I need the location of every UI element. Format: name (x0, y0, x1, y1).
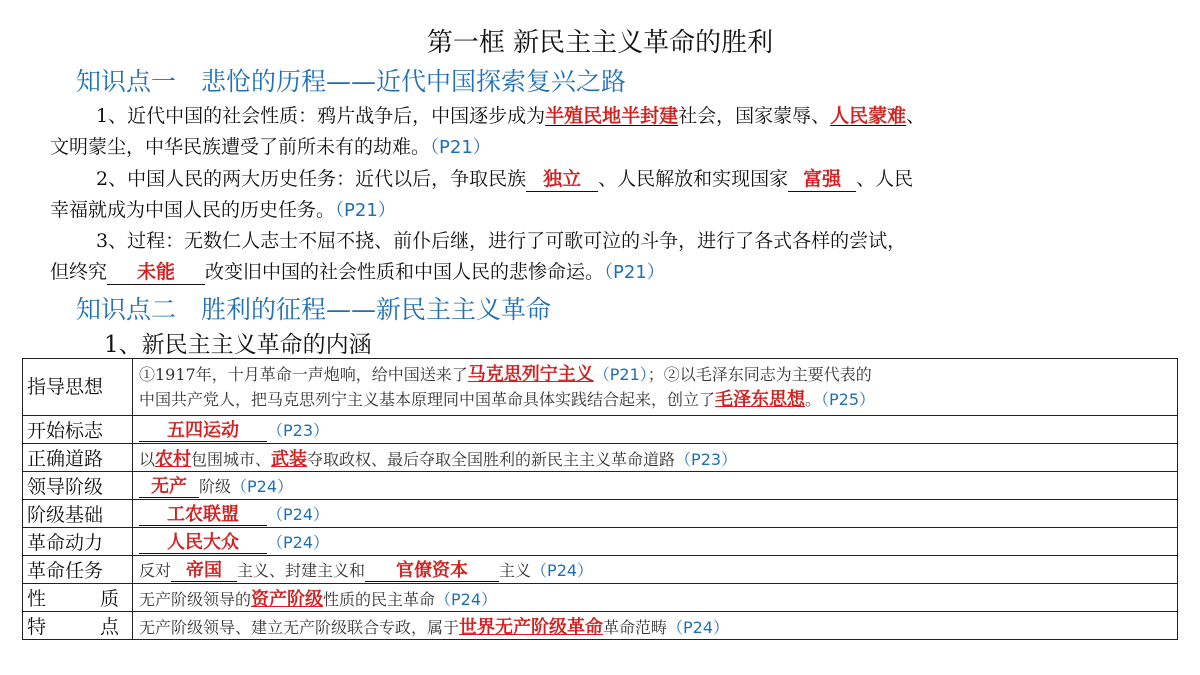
row-content (133, 556, 1178, 584)
p3-text-b: 但终究 (50, 261, 108, 283)
cell-answer: 帝国 (186, 559, 223, 581)
cell-answer: 马克思列宁主义 (467, 364, 594, 385)
table-row (23, 528, 1178, 556)
cell-text: 革命范畴 (603, 617, 668, 637)
p2-text-d: 幸福就成为中国人民的历史任务。 (50, 199, 336, 221)
cell-text: 反对 (139, 560, 172, 580)
cell-page-ref: （P24） (267, 504, 330, 524)
cell-answer: 五四运动 (167, 419, 239, 441)
row-content (133, 359, 1178, 416)
p2-text-b: 、人民解放和实现国家 (598, 168, 789, 190)
cell-page-ref: （P23） (675, 449, 738, 469)
p2-blank-2 (788, 167, 856, 192)
row-header: 指导思想 (23, 359, 133, 416)
cell-text: 阶级 (199, 476, 232, 496)
cell-text: 性质的民主革命 (323, 589, 436, 609)
p3-page-ref: （P21） (604, 262, 665, 283)
cell-text: ；②以毛泽东同志为主要代表的 (647, 365, 872, 384)
p2-answer-1: 独立 (543, 168, 582, 190)
row-header (23, 612, 133, 640)
p3-text-a: 3、过程：无数仁人志士不屈不挠、前仆后继，进行了可歌可泣的斗争，进行了各式各样的尝试， (96, 230, 907, 252)
row-header-char: 点 (99, 616, 119, 638)
p1-text-c: 、 (906, 105, 926, 127)
row-content (133, 612, 1178, 640)
cell-page-ref: （P24） (531, 560, 594, 580)
table-row (23, 444, 1178, 472)
cell-answer: 工农联盟 (167, 503, 239, 525)
p1-text-b: 社会，国家蒙辱、 (678, 105, 831, 127)
cell-page-ref: （P24） (435, 589, 498, 609)
cell-text: 无产阶级领导的 (139, 589, 252, 609)
cell-text: 包围城市、 (191, 449, 272, 469)
table-row (23, 584, 1178, 612)
p1-answer-2: 人民蒙难 (830, 105, 907, 127)
cell-answer: 无产 (151, 475, 187, 497)
cell-answer: 毛泽东思想 (715, 389, 806, 410)
cell-blank (139, 476, 199, 498)
table-row (23, 500, 1178, 528)
row-content (133, 584, 1178, 612)
cell-text: ①1917年，十月革命一声炮响，给中国送来了 (139, 365, 468, 384)
row-content (133, 528, 1178, 556)
cell-text: 主义 (499, 560, 532, 580)
table-row (23, 556, 1178, 584)
p2-text-a: 2、中国人民的两大历史任务：近代以后，争取民族 (96, 168, 527, 190)
cell-text: 无产阶级领导、建立无产阶级联合专政，属于 (139, 617, 460, 637)
cell-page-ref: （P25） (821, 390, 876, 409)
cell-text: 中国共产党人，把马克思列宁主义基本原理同中国革命具体实践结合起来，创立了 (139, 390, 716, 409)
cell-answer: 官僚资本 (396, 559, 469, 581)
cell-answer: 武装 (271, 448, 308, 470)
table-row (23, 416, 1178, 444)
cell-blank (171, 560, 237, 582)
cell-text: 主义、封建主义和 (237, 560, 366, 580)
p1-text-a: 1、近代中国的社会性质：鸦片战争后，中国逐步成为 (96, 105, 546, 127)
knowledge-point-2-heading: 知识点二 胜利的征程——新民主主义革命 (76, 295, 552, 324)
row-content (133, 444, 1178, 472)
paragraph-3 (50, 226, 1160, 288)
table-row (23, 472, 1178, 500)
p3-answer-1: 未能 (137, 261, 176, 283)
cell-page-ref: （P23） (267, 420, 330, 440)
page-title: 第一框 新民主主义革命的胜利 (426, 28, 774, 58)
cell-blank (139, 420, 267, 442)
row-header-char: 性 (27, 588, 47, 610)
row-header (23, 584, 133, 612)
cell-text: 夺取政权、最后夺取全国胜利的新民主主义革命道路 (307, 449, 676, 469)
cell-blank (139, 504, 267, 526)
cell-text: 。 (805, 390, 822, 409)
cell-page-ref: （P21） (593, 365, 648, 384)
cell-page-ref: （P24） (267, 532, 330, 552)
table-row (23, 612, 1178, 640)
cell-blank (139, 532, 267, 554)
row-header: 开始标志 (23, 416, 133, 444)
cell-answer: 资产阶级 (251, 588, 324, 610)
row-header-char: 特 (27, 616, 47, 638)
cell-answer: 人民大众 (167, 531, 239, 553)
p2-text-c: 、人民 (856, 168, 914, 190)
p2-page-ref: （P21） (335, 200, 396, 221)
revolution-table (22, 358, 1178, 640)
row-header-char: 质 (99, 588, 119, 610)
row-content (133, 500, 1178, 528)
p1-page-ref: （P21） (430, 137, 491, 158)
p3-text-c: 改变旧中国的社会性质和中国人民的悲惨命运。 (205, 261, 605, 283)
p3-blank-1 (107, 260, 205, 285)
cell-blank (365, 560, 499, 582)
cell-page-ref: （P24） (231, 476, 294, 496)
knowledge-point-1-heading: 知识点一 悲怆的历程——近代中国探索复兴之路 (76, 67, 627, 96)
cell-page-ref: （P24） (667, 617, 730, 637)
p1-answer-1: 半殖民地半封建 (545, 105, 679, 127)
row-content (133, 416, 1178, 444)
subsection-heading: 1、新民主主义革命的内涵 (104, 332, 372, 358)
row-header: 正确道路 (23, 444, 133, 472)
paragraph-2 (50, 164, 1160, 226)
row-header: 领导阶级 (23, 472, 133, 500)
cell-text: 以 (139, 449, 156, 469)
row-header: 革命任务 (23, 556, 133, 584)
row-header: 阶级基础 (23, 500, 133, 528)
p2-blank-1 (526, 167, 598, 192)
table-row (23, 359, 1178, 416)
cell-answer: 世界无产阶级革命 (459, 616, 604, 638)
paragraph-1 (50, 101, 1160, 163)
row-content (133, 472, 1178, 500)
cell-answer: 农村 (155, 448, 192, 470)
row-header: 革命动力 (23, 528, 133, 556)
p1-text-d: 文明蒙尘，中华民族遭受了前所未有的劫难。 (50, 136, 431, 158)
p2-answer-2: 富强 (803, 168, 842, 190)
